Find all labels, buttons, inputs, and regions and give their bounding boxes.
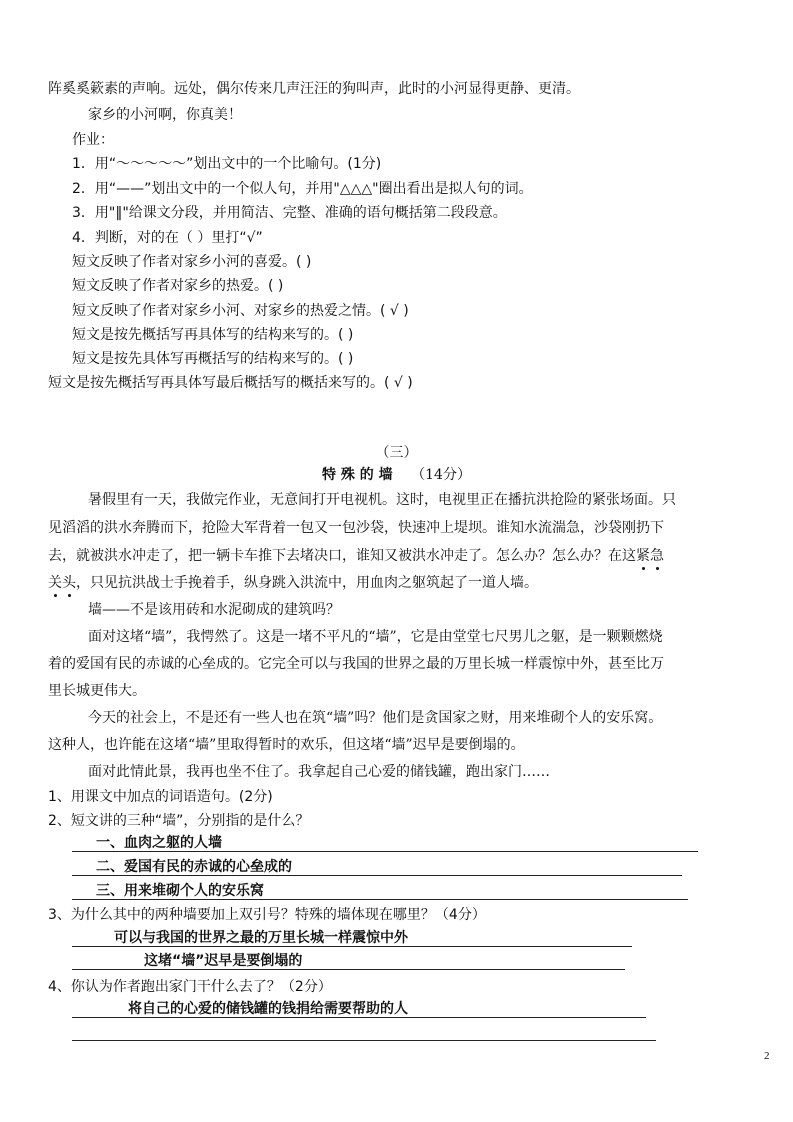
paragraph-line: 墙——不是该用砖和水泥砌成的建筑吗？ xyxy=(88,602,340,618)
emphasis-dot-char: 关 xyxy=(48,575,62,591)
answer-text: 一、血肉之躯的人墙 xyxy=(96,835,222,851)
question-2: 2、短文讲的三种“墙”，分别指的是什么？ xyxy=(48,813,310,829)
homework-question-2: 2．用“——”划出文中的一个似人句，并用"△△△"圈出看出是拟人句的词。 xyxy=(72,181,533,197)
answer-text: 二、爱国有民的赤诚的心垒成的 xyxy=(96,859,292,875)
paragraph-line: 这种人，也许能在这堵“墙”里取得暂时的欢乐，但这堵“墙”迟早是要倒塌的。 xyxy=(48,737,525,753)
section-number: （三） xyxy=(375,445,418,461)
paragraph-line: 今天的社会上，不是还有一些人也在筑“墙”吗？他们是贪国家之财，用来堆砌个人的安乐窝。 xyxy=(88,710,663,726)
section-title: 特 殊 的 墙 xyxy=(322,467,393,483)
emphasis-dot-char: 紧 xyxy=(636,548,650,564)
paragraph-line: 着的爱国有民的赤诚的心垒成的。它完全可以与我国的世界之最的万里长城一样震惊中外，甚至比万 xyxy=(48,656,664,672)
passage-line: 家乡的小河啊，你真美！ xyxy=(88,107,242,123)
answer-text: 三、用来堆砌个人的安乐窝 xyxy=(96,883,264,899)
judgment-item: 短文是按先概括写再具体写最后概括写的概括来写的。( √ ) xyxy=(48,375,413,391)
paragraph-line: 里长城更伟大。 xyxy=(48,683,146,699)
paragraph-line: 面对此情此景，我再也坐不住了。我拿起自己心爱的储钱罐，跑出家门…… xyxy=(88,764,550,780)
paragraph-line xyxy=(48,547,664,565)
paragraph-line: 见滔滔的洪水奔腾而下，抢险大军背着一包又一包沙袋，快速冲上堤坝。谁知水流湍急，沙袋刚扔下 xyxy=(48,520,664,536)
answer-text: 将自己的心爱的储钱罐的钱捐给需要帮助的人 xyxy=(128,1001,408,1017)
question-3: 3、为什么其中的两种墙要加上双引号？特殊的墙体现在哪里？（4分） xyxy=(48,907,486,923)
homework-question-4: 4．判断，对的在（ ）里打“√” xyxy=(72,230,263,246)
section-score: （14分） xyxy=(411,467,471,483)
question-4: 4、你认为作者跑出家门干什么去了？（2分） xyxy=(48,979,332,995)
section-title-line xyxy=(0,466,793,484)
judgment-item: 短文是按先具体写再概括写的结构来写的。( ) xyxy=(72,351,354,367)
emphasis-dot-char: 头 xyxy=(62,575,76,591)
paragraph-line: 面对这堵“墙”，我愕然了。这是一堵不平凡的“墙”，它是由堂堂七尺男儿之躯，是一颗颗燃烧 xyxy=(88,629,663,645)
judgment-item: 短文是按先概括写再具体写的结构来写的。( ) xyxy=(72,327,354,343)
homework-label: 作业： xyxy=(72,132,114,148)
judgment-item: 短文反映了作者对家乡小河的喜爱。( ) xyxy=(72,254,312,270)
page-number: 2 xyxy=(764,1050,770,1062)
answer-text: 这堵“墙”迟早是要倒塌的 xyxy=(144,953,303,969)
answer-text: 可以与我国的世界之最的万里长城一样震惊中外 xyxy=(114,930,408,946)
paragraph-text: 去，就被洪水冲走了，把一辆卡车推下去堵决口，谁知又被洪水冲走了。怎么办？怎么办？在这 xyxy=(48,548,636,564)
homework-question-3: 3．用"‖"给课文分段，并用简洁、完整、准确的语句概括第二段段意。 xyxy=(72,205,507,221)
answer-line-blank xyxy=(72,1040,656,1041)
question-1: 1、用课文中加点的词语造句。(2分) xyxy=(48,789,273,805)
homework-question-1: 1．用“～～～～～”划出文中的一个比喻句。(1分) xyxy=(72,156,382,172)
paragraph-line: 暑假里有一天，我做完作业，无意间打开电视机。这时，电视里正在播抗洪抢险的紧张场面。只 xyxy=(88,492,676,508)
passage-line: 阵奚奚簌素的声响。远处，偶尔传来几声汪汪的狗叫声，此时的小河显得更静、更清。 xyxy=(48,81,580,97)
paragraph-line xyxy=(48,574,538,592)
judgment-item: 短文反映了作者对家乡小河、对家乡的热爱之情。( √ ) xyxy=(72,303,409,319)
paragraph-text: ，只见抗洪战士手挽着手，纵身跳入洪流中，用血肉之躯筑起了一道人墙。 xyxy=(76,575,538,591)
judgment-item: 短文反映了作者对家乡的热爱。( ) xyxy=(72,278,284,294)
emphasis-dot-char: 急 xyxy=(650,548,664,564)
